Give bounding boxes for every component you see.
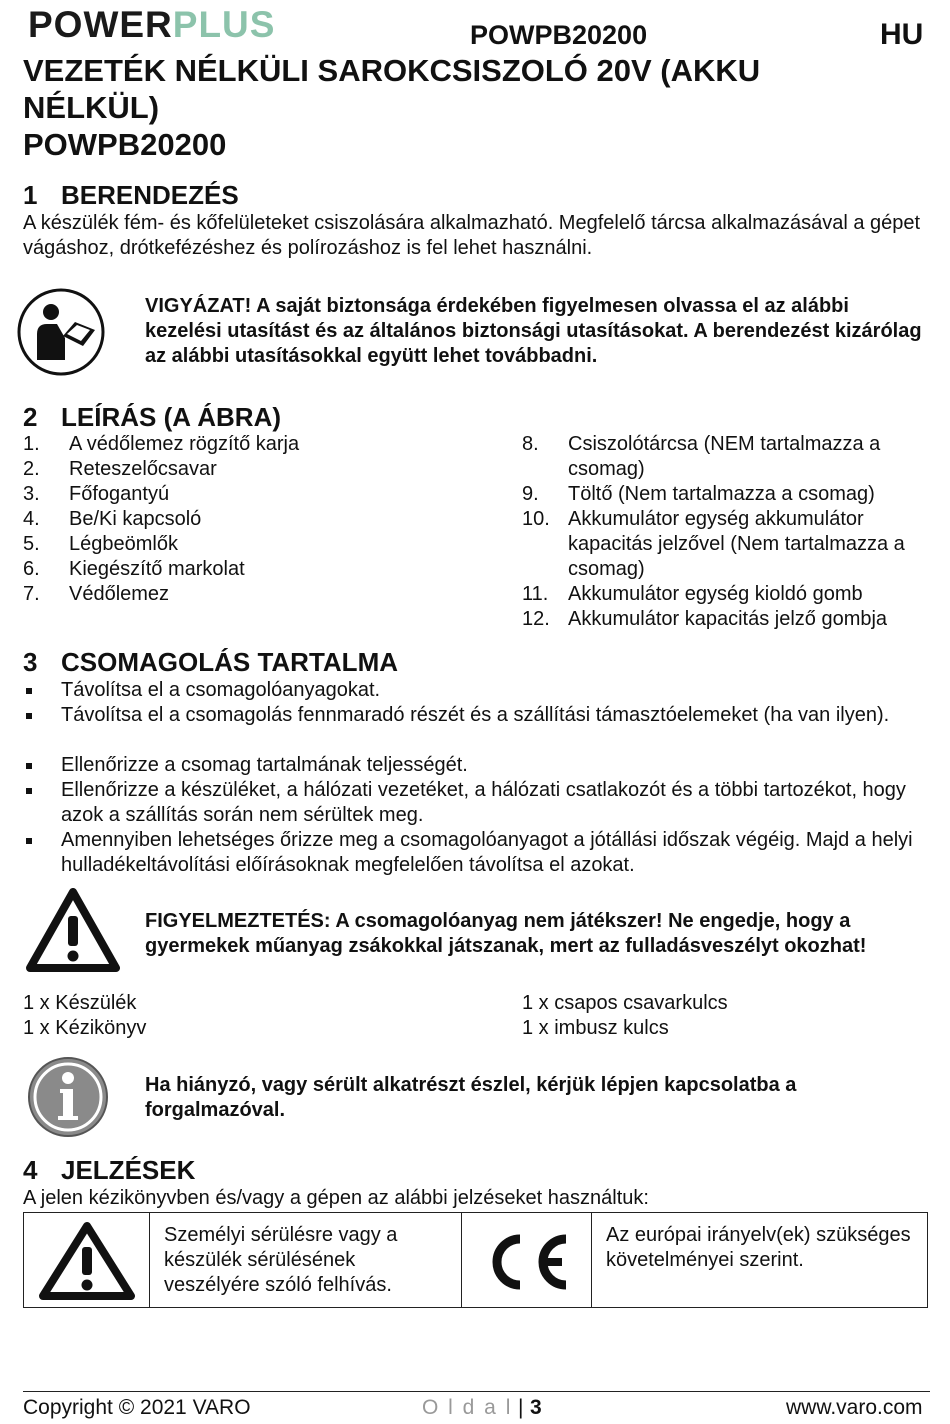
brand-logo: POWERPLUS xyxy=(28,4,276,45)
list-item: 6. Kiegészítő markolat xyxy=(23,558,245,580)
footer-copyright: Copyright © 2021 VARO xyxy=(23,1396,251,1419)
list-item: Távolítsa el a csomagolás fennmaradó részét és a szállítási támasztóelemeket (ha van ilyen). xyxy=(23,703,923,728)
symbol-description: Személyi sérülésre vagy a készülék sérülésének veszélyére szóló felhívás. xyxy=(150,1213,462,1307)
warning-triangle-icon xyxy=(37,1221,137,1301)
section-3-info: Ha hiányzó, vagy sérült alkatrészt észlel, kérjük lépjen kapcsolatba a forgalmazóval. xyxy=(145,1074,797,1121)
footer-separator: | xyxy=(518,1396,524,1419)
package-item: 1 x imbusz kulcs xyxy=(522,1017,669,1039)
language-code: HU xyxy=(880,18,924,51)
section-4-heading: 4 JELZÉSEK xyxy=(23,1155,196,1185)
footer-page-number: 3 xyxy=(530,1396,542,1419)
list-item: 7. Védőlemez xyxy=(23,583,170,605)
warning-triangle-icon xyxy=(26,888,120,972)
section-4-intro: A jelen kézikönyvben és/vagy a gépen az alábbi jelzéseket használtuk: xyxy=(23,1187,649,1209)
section-1-warning: VIGYÁZAT! A saját biztonsága érdekében figyelmesen olvassa el az alábbi kezelési utasítást és az általános biztonsági utasításokat. A berendezést kizárólag az alábbi utasításokkal együtt lehet továbbadni. xyxy=(145,295,922,367)
list-item: 4. Be/Ki kapcsoló xyxy=(23,508,202,530)
section-2-heading: 2 LEÍRÁS (A ÁBRA) xyxy=(23,402,282,432)
list-item: Ellenőrizze a csomag tartalmának teljességét. xyxy=(23,753,923,778)
package-item: 1 x Készülék xyxy=(23,992,137,1014)
section-3-heading: 3 CSOMAGOLÁS TARTALMA xyxy=(23,647,398,677)
symbol-cell xyxy=(24,1213,150,1307)
list-item: 3. Főfogantyú xyxy=(23,483,170,505)
section-1-heading: 1 BERENDEZÉS xyxy=(23,180,239,210)
list-item: 9. Töltő (Nem tartalmazza a csomag) xyxy=(522,483,875,505)
symbol-cell xyxy=(462,1213,592,1307)
symbol-description: Az európai irányelv(ek) szükséges követelményei szerint. xyxy=(606,1224,911,1271)
read-manual-icon xyxy=(17,288,105,376)
list-item: 10. Akkumulátor egység akkumulátor kapacitás jelzővel (Nem tartalmazza a csomag) xyxy=(522,508,905,580)
list-item: Ellenőrizze a készüléket, a hálózati vezetéket, a hálózati csatlakozót és a többi tartozékot, hogy azok a szállítás során nem sérültek meg. xyxy=(23,778,923,828)
footer-website: www.varo.com xyxy=(786,1396,923,1419)
package-item: 1 x csapos csavarkulcs xyxy=(522,992,728,1014)
header-model: POWPB20200 xyxy=(470,20,648,50)
section-1-text: A készülék fém- és kőfelületeket csiszolására alkalmazható. Megfelelő tárcsa alkalmazásával a gépet vágáshoz, drótkefézéshez és polírozáshoz is fel lehet használni. xyxy=(23,212,921,259)
footer-divider xyxy=(23,1391,930,1392)
list-item: 1. A védőlemez rögzítő karja xyxy=(23,433,300,455)
info-icon xyxy=(27,1056,109,1138)
list-item: 12. Akkumulátor kapacitás jelző gombja xyxy=(522,608,888,630)
list-item: Távolítsa el a csomagolóanyagokat. xyxy=(23,678,923,703)
footer-page-label: O l d a l xyxy=(422,1396,513,1419)
list-item: 2. Reteszelőcsavar xyxy=(23,458,217,480)
list-item: 5. Légbeömlők xyxy=(23,533,178,555)
section-3-warning: FIGYELMEZTETÉS: A csomagolóanyag nem játékszer! Ne engedje, hogy a gyermekek műanyag zsákokkal játszanak, mert az fulladásveszélyt okozhat! xyxy=(145,910,867,957)
list-item: 8. Csiszolótárcsa (NEM tartalmazza a csomag) xyxy=(522,433,881,480)
document-title: VEZETÉK NÉLKÜLI SAROKCSISZOLÓ 20V (AKKU NÉLKÜL) POWPB20200 xyxy=(23,53,761,162)
package-item: 1 x Kézikönyv xyxy=(23,1017,147,1039)
list-item: 11. Akkumulátor egység kioldó gomb xyxy=(522,583,863,605)
ce-mark-icon xyxy=(482,1231,574,1293)
list-item: Amennyiben lehetséges őrizze meg a csomagolóanyagot a jótállási időszak végéig. Majd a helyi hulladékeltávolítási előírásoknak megfelelően távolítsa el azokat. xyxy=(23,828,923,878)
symbols-table xyxy=(23,1212,928,1308)
